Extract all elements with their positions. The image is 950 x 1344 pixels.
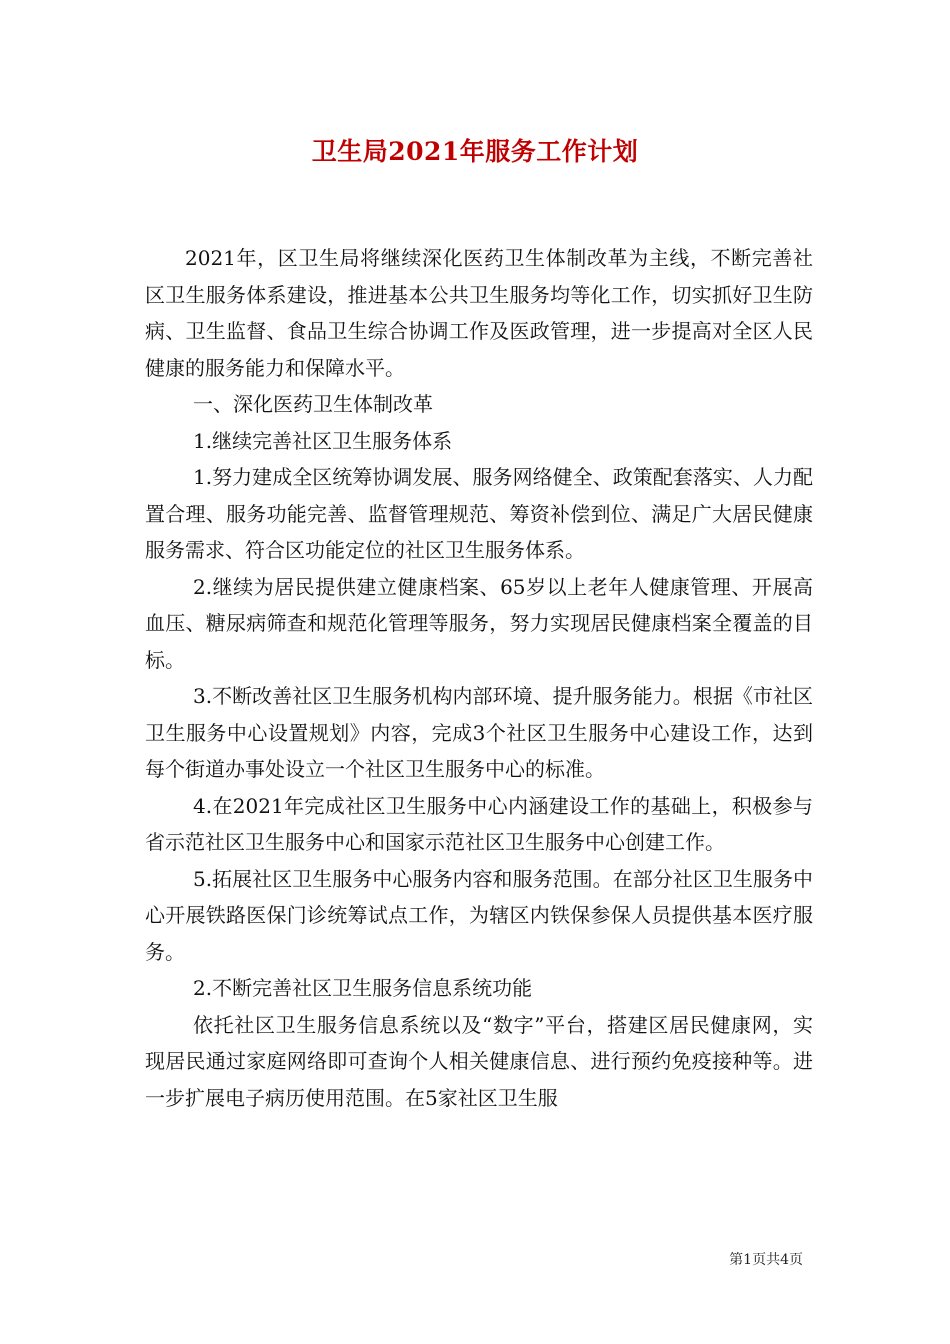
body-paragraph: 1.努力建成全区统筹协调发展、服务网络健全、政策配套落实、人力配置合理、服务功能完善、监督管理规范、筹资补偿到位、满足广大居民健康服务需求、符合区功能定位的社区卫生服务体系。 [145, 465, 813, 562]
subsection-heading: 2.不断完善社区卫生服务信息系统功能 [193, 976, 533, 1000]
body-paragraph: 4.在2021年完成社区卫生服务中心内涵建设工作的基础上，积极参与省示范社区卫生服务中心和国家示范社区卫生服务中心创建工作。 [145, 793, 813, 854]
document-title: 卫生局2021年服务工作计划 [311, 137, 639, 166]
document-body [145, 240, 813, 1116]
body-paragraph: 5.拓展社区卫生服务中心服务内容和服务范围。在部分社区卫生服务中心开展铁路医保门诊统筹试点工作，为辖区内铁保参保人员提供基本医疗服务。 [145, 866, 813, 964]
body-paragraph: 2.继续为居民提供建立健康档案、65岁以上老年人健康管理、开展高血压、糖尿病筛查和规范化管理等服务，努力实现居民健康档案全覆盖的目标。 [145, 574, 813, 672]
body-paragraph: 3.不断改善社区卫生服务机构内部环境、提升服务能力。根据《市社区卫生服务中心设置规划》内容，完成3个社区卫生服务中心建设工作，达到每个街道办事处设立一个社区卫生服务中心的标准。 [145, 684, 813, 781]
body-paragraph: 依托社区卫生服务信息系统以及“数字”平台，搭建区居民健康网，实现居民通过家庭网络即可查询个人相关健康信息、进行预约免疫接种等。进一步扩展电子病历使用范围。在5家社区卫生服 [145, 1012, 813, 1110]
intro-paragraph: 2021年，区卫生局将继续深化医药卫生体制改革为主线，不断完善社区卫生服务体系建设，推进基本公共卫生服务均等化工作，切实抓好卫生防病、卫生监督、食品卫生综合协调工作及医政管理，进一步提高对全区人民健康的服务能力和保障水平。 [145, 246, 813, 380]
section-heading: 一、深化医药卫生体制改革 [193, 392, 433, 416]
subsection-heading: 1.继续完善社区卫生服务体系 [193, 428, 453, 453]
page-number-footer: 第1页共4页 [729, 1252, 803, 1268]
